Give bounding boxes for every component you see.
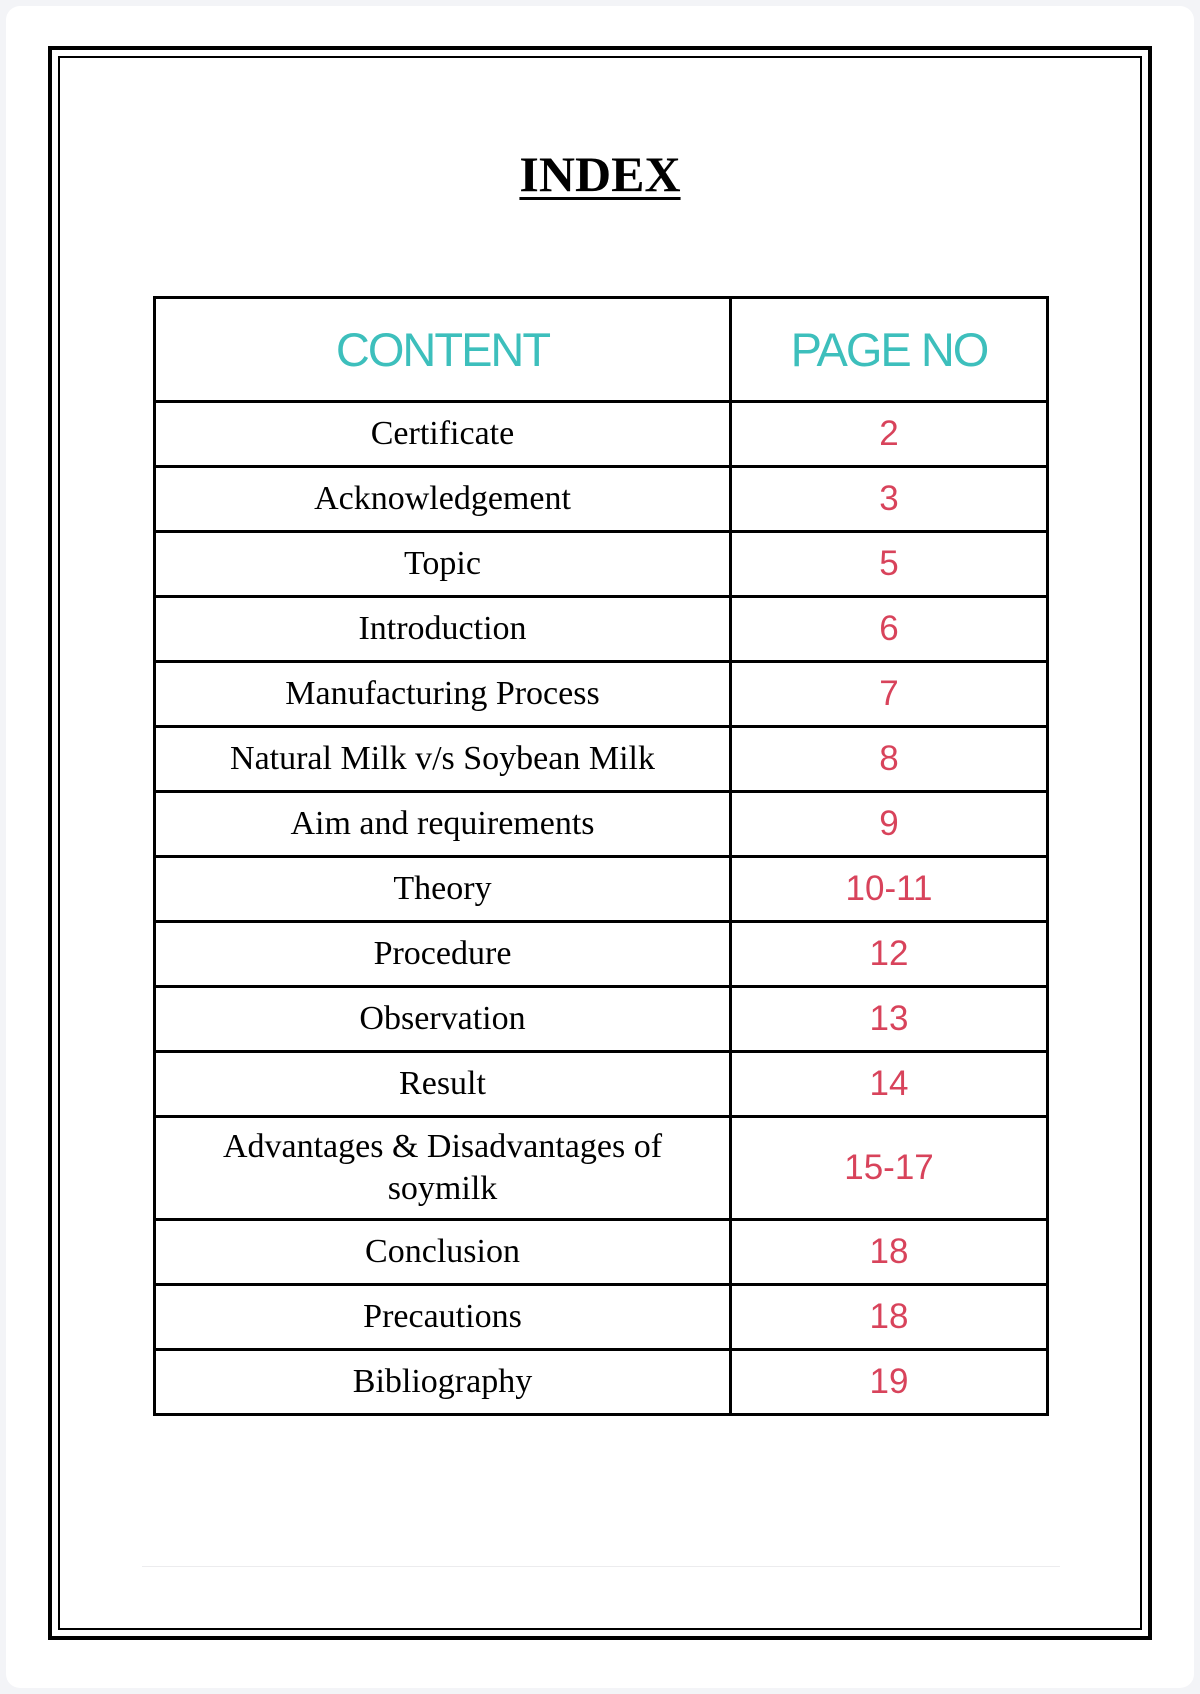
table-row xyxy=(155,1052,1048,1117)
row-content: Advantages & Disadvantages of soymilk xyxy=(155,1117,731,1220)
row-content: Theory xyxy=(155,857,731,922)
row-content: Aim and requirements xyxy=(155,792,731,857)
table-row xyxy=(155,1350,1048,1415)
row-page-number: 18 xyxy=(731,1220,1048,1285)
table-row xyxy=(155,987,1048,1052)
row-content: Precautions xyxy=(155,1285,731,1350)
table-row xyxy=(155,402,1048,467)
row-content: Introduction xyxy=(155,597,731,662)
page-no-column-header: PAGE NO xyxy=(731,298,1048,402)
row-page-number: 5 xyxy=(731,532,1048,597)
row-page-number: 19 xyxy=(731,1350,1048,1415)
row-page-number: 7 xyxy=(731,662,1048,727)
row-content: Conclusion xyxy=(155,1220,731,1285)
footer-divider xyxy=(142,1566,1060,1567)
table-row xyxy=(155,1117,1048,1220)
row-content: Natural Milk v/s Soybean Milk xyxy=(155,727,731,792)
table-row xyxy=(155,597,1048,662)
row-page-number: 9 xyxy=(731,792,1048,857)
row-page-number: 10-11 xyxy=(731,857,1048,922)
row-page-number: 3 xyxy=(731,467,1048,532)
table-row xyxy=(155,922,1048,987)
page-title: INDEX xyxy=(519,146,681,202)
row-page-number: 14 xyxy=(731,1052,1048,1117)
row-content: Acknowledgement xyxy=(155,467,731,532)
table-row xyxy=(155,467,1048,532)
table-row xyxy=(155,662,1048,727)
table-row xyxy=(155,857,1048,922)
row-page-number: 8 xyxy=(731,727,1048,792)
table-row xyxy=(155,1220,1048,1285)
page-title-wrap xyxy=(6,144,1194,204)
row-page-number: 15-17 xyxy=(731,1117,1048,1220)
row-content: Certificate xyxy=(155,402,731,467)
table-row xyxy=(155,792,1048,857)
row-page-number: 13 xyxy=(731,987,1048,1052)
row-page-number: 6 xyxy=(731,597,1048,662)
content-column-header: CONTENT xyxy=(155,298,731,402)
table-row xyxy=(155,1285,1048,1350)
row-content: Bibliography xyxy=(155,1350,731,1415)
table-row xyxy=(155,727,1048,792)
table-row xyxy=(155,532,1048,597)
row-page-number: 18 xyxy=(731,1285,1048,1350)
row-content: Observation xyxy=(155,987,731,1052)
table-header-row xyxy=(155,298,1048,402)
row-page-number: 2 xyxy=(731,402,1048,467)
document-page xyxy=(6,6,1194,1688)
row-content: Procedure xyxy=(155,922,731,987)
index-table xyxy=(153,296,1049,1416)
row-content: Result xyxy=(155,1052,731,1117)
row-content: Topic xyxy=(155,532,731,597)
row-content: Manufacturing Process xyxy=(155,662,731,727)
row-page-number: 12 xyxy=(731,922,1048,987)
